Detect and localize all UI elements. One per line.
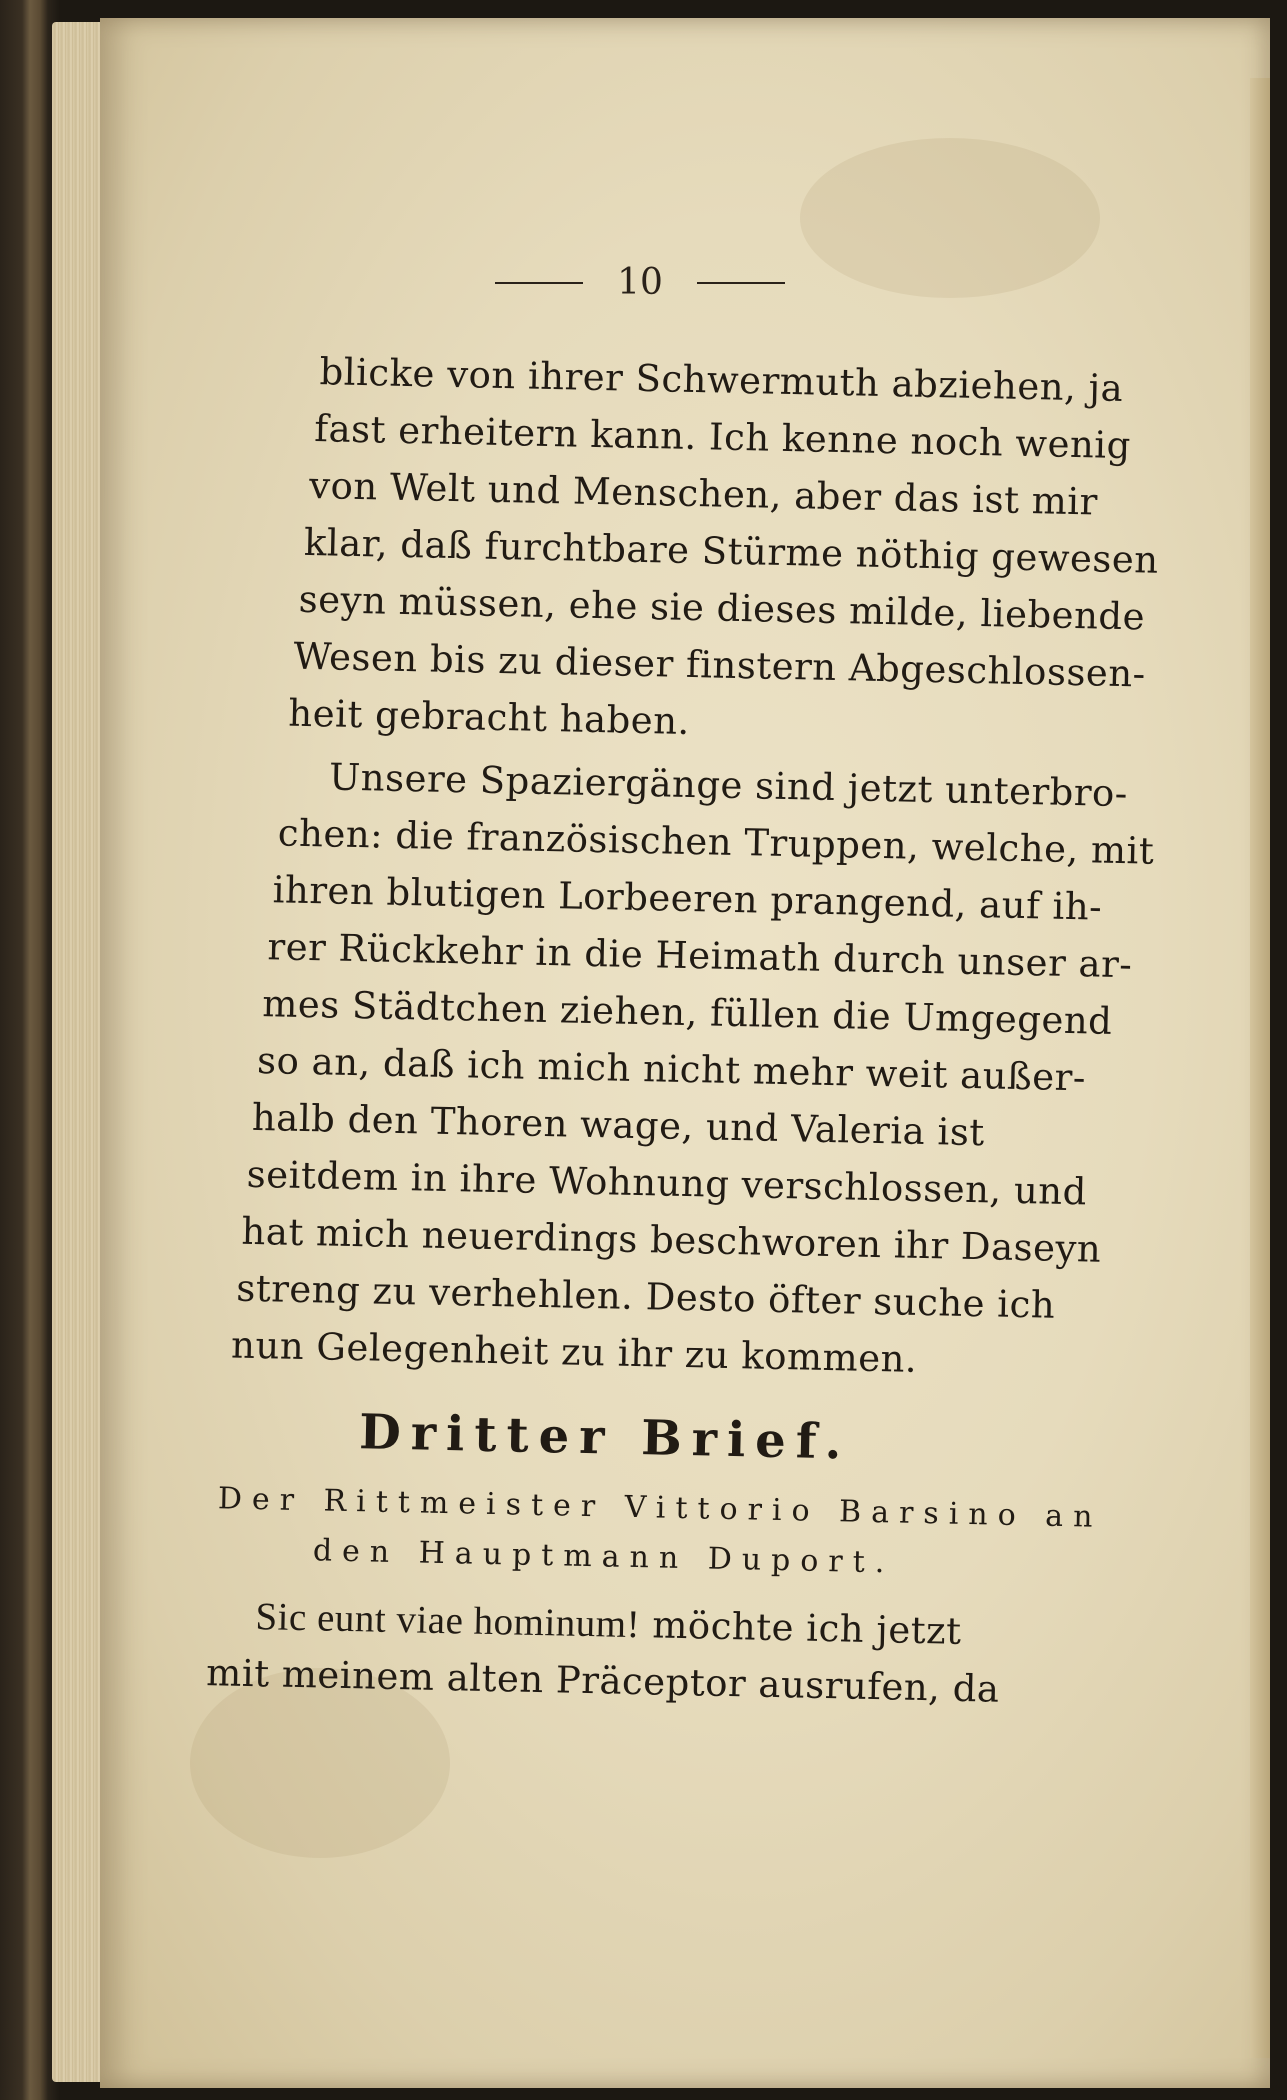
- latin-quote: Sic eunt viae hominum!: [255, 1595, 641, 1647]
- text-line: mit meinem alten Präceptor ausrufen, da: [205, 1651, 1000, 1711]
- text-line: ihren blutigen Lorbeeren prangend, auf ih-: [272, 868, 1103, 929]
- section-subheading-line: den Hauptmann Duport.: [312, 1533, 895, 1581]
- text-line: chen: die französischen Truppen, welche, mit: [277, 811, 1155, 873]
- section-heading: Dritter Brief.: [358, 1404, 853, 1471]
- text-line: heit gebracht haben.: [287, 691, 691, 743]
- section-subheading-line: Der Rittmeister Vittorio Barsino an: [217, 1481, 1103, 1535]
- text-line: blicke von ihrer Schwermuth abziehen, ja: [319, 350, 1124, 410]
- page-number-rule-left: [495, 282, 583, 284]
- page-number-rule-right: [697, 282, 785, 284]
- text-line: nun Gelegenheit zu ihr zu kommen.: [230, 1323, 918, 1381]
- text-line: klar, daß furchtbare Stürme nöthig gewesen: [303, 520, 1160, 582]
- text-line: halb den Thoren wage, und Valeria ist: [251, 1095, 986, 1155]
- text-line: mes Städtchen ziehen, füllen die Umgegend: [261, 982, 1113, 1043]
- text-line: rer Rückkehr in die Heimath durch unser ar-: [267, 925, 1133, 987]
- text-line: fast erheitern kann. Ich kenne noch wenig: [313, 407, 1132, 468]
- page-number-text: 10: [617, 262, 663, 303]
- text-line: seitdem in ihre Wohnung verschlossen, und: [246, 1152, 1088, 1214]
- text-line: Unsere Spaziergänge sind jetzt unterbro-: [328, 755, 1129, 816]
- text-line: so an, daß ich mich nicht mehr weit außer-: [256, 1039, 1087, 1100]
- right-page-edge: [1250, 78, 1270, 2058]
- text-line: seyn müssen, ehe sie dieses milde, liebende: [298, 577, 1146, 639]
- text-line: von Welt und Menschen, aber das ist mir: [308, 463, 1099, 524]
- text-line: Wesen bis zu dieser finstern Abgeschlossen-: [293, 634, 1147, 696]
- text-line: streng zu verhehlen. Desto öfter suche ich: [235, 1266, 1056, 1327]
- text-line-rest: möchte ich jetzt: [639, 1603, 962, 1653]
- page-number: [400, 262, 880, 303]
- text-line: hat mich neuerdings beschworen ihr Daseyn: [241, 1209, 1102, 1271]
